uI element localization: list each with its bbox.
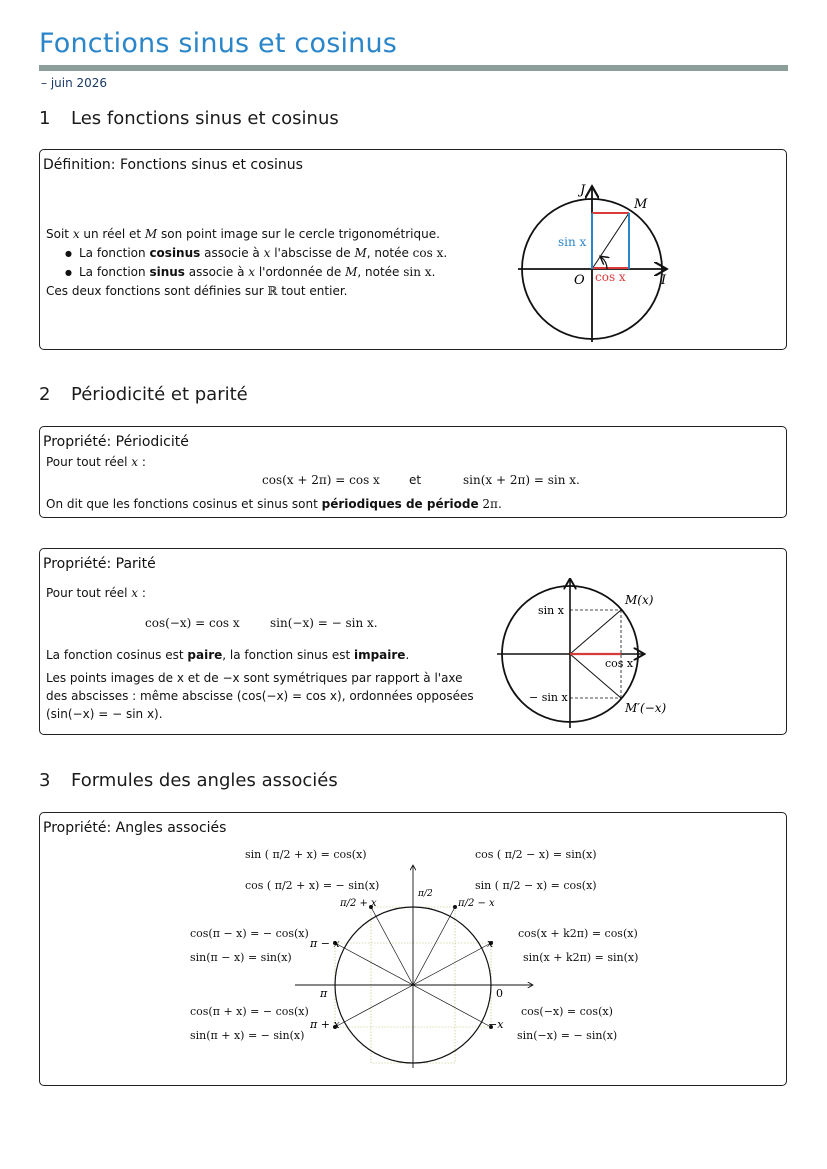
label-J: J	[580, 183, 586, 198]
formula-sin-periodic: sin(x + k2π) = sin(x)	[523, 951, 639, 964]
parite-title: Propriété: Parité	[43, 556, 156, 572]
formula-cos-pi2-minus: cos ( π/2 − x) = sin(x)	[475, 848, 597, 861]
periodicite-eq2: sin(x + 2π) = sin x.	[463, 473, 580, 487]
label-mx: −x	[488, 1018, 504, 1031]
formula-sin-pi-minus: sin(π − x) = sin(x)	[190, 951, 292, 964]
definition-outro: Ces deux fonctions sont définies sur ℝ tout entier.	[46, 284, 348, 298]
label-pi2mx: π/2 − x	[458, 898, 495, 909]
label-pi: π	[320, 987, 328, 1000]
title-rule	[39, 65, 788, 71]
formula-cos-minus: cos(−x) = cos(x)	[521, 1005, 613, 1018]
label-msinx: − sin x	[529, 691, 568, 704]
definition-text	[46, 225, 506, 301]
label-Mx: M(x)	[625, 593, 654, 607]
formula-cos-pi-minus: cos(π − x) = − cos(x)	[190, 927, 309, 940]
section-3-heading	[39, 770, 338, 791]
label-cos: cos x	[595, 270, 626, 284]
formula-sin-minus: sin(−x) = − sin(x)	[517, 1029, 618, 1042]
periodicite-line2: On dit que les fonctions cosinus et sinus sont périodiques de période 2π.	[46, 497, 502, 511]
label-pi2: π/2	[418, 889, 433, 899]
definition-intro: Soit x un réel et M son point image sur le cercle trigonométrique.	[46, 227, 440, 241]
formula-sin-pi-plus: sin(π + x) = − sin(x)	[190, 1029, 305, 1042]
radius-OM	[592, 213, 629, 269]
periodicite-title: Propriété: Périodicité	[43, 434, 189, 450]
label-sin: sin x	[558, 235, 587, 249]
section-number: 2	[39, 384, 51, 405]
parite-eq1: cos(−x) = cos x	[145, 616, 240, 630]
label-I: I	[661, 273, 667, 288]
parite-line1: Pour tout réel x :	[46, 586, 146, 600]
periodicite-box	[39, 426, 787, 518]
label-pi2px: π/2 + x	[340, 898, 377, 909]
parite-explanation: Les points images de x et de −x sont symétriques par rapport à l'axe des abscisses : même abscisse (cos(−x) = cos x), ordonnées opposées (sin(−x) = − sin x).	[46, 671, 474, 721]
periodicite-et: et	[409, 473, 422, 487]
label-cosx: cos x	[605, 657, 634, 670]
page-date: – juin 2026	[41, 76, 108, 90]
label-pipx: π + x	[310, 1018, 340, 1031]
section-2-heading	[39, 384, 248, 405]
formula-cos-periodic: cos(x + k2π) = cos(x)	[518, 927, 638, 940]
label-pimx: π − x	[310, 937, 340, 950]
angles-title: Propriété: Angles associés	[43, 820, 227, 836]
section-title: Périodicité et parité	[71, 384, 248, 405]
section-title: Les fonctions sinus et cosinus	[71, 108, 339, 129]
periodicite-eq1: cos(x + 2π) = cos x	[262, 473, 380, 487]
section-number: 1	[39, 108, 51, 129]
point-pi2mx	[453, 905, 457, 909]
associated-angles-figure	[290, 860, 540, 1070]
definition-title: Définition: Fonctions sinus et cosinus	[43, 157, 303, 173]
definition-bullet-cos: ● La fonction cosinus associe à x l'abscisse de M, notée cos x.	[79, 244, 506, 263]
label-sinx: sin x	[538, 604, 564, 617]
parity-circle-figure	[495, 578, 675, 732]
section-number: 3	[39, 770, 51, 791]
page-title: Fonctions sinus et cosinus	[39, 28, 398, 59]
label-zero: 0	[496, 987, 503, 1000]
formula-cos-pi-plus: cos(π + x) = − cos(x)	[190, 1005, 309, 1018]
formula-cos-pi2-plus: cos ( π/2 + x) = − sin(x)	[245, 879, 380, 892]
section-title: Formules des angles associés	[71, 770, 338, 791]
formula-sin-pi2-plus: sin ( π/2 + x) = cos(x)	[245, 848, 367, 861]
section-1-heading	[39, 108, 339, 129]
radius-M	[570, 610, 621, 654]
parite-eq2: sin(−x) = − sin x.	[270, 616, 378, 630]
periodicite-line1: Pour tout réel x :	[46, 455, 146, 469]
label-O: O	[574, 273, 585, 288]
label-Mpx: M′(−x)	[625, 701, 667, 715]
unit-circle-figure	[510, 180, 675, 348]
label-M: M	[634, 197, 648, 212]
label-x: x	[487, 937, 494, 950]
definition-bullet-sin: ● La fonction sinus associe à x l'ordonnée de M, notée sin x.	[79, 263, 506, 282]
parite-line2: La fonction cosinus est paire, la fonction sinus est impaire.	[46, 648, 410, 662]
formula-sin-pi2-minus: sin ( π/2 − x) = cos(x)	[475, 879, 597, 892]
